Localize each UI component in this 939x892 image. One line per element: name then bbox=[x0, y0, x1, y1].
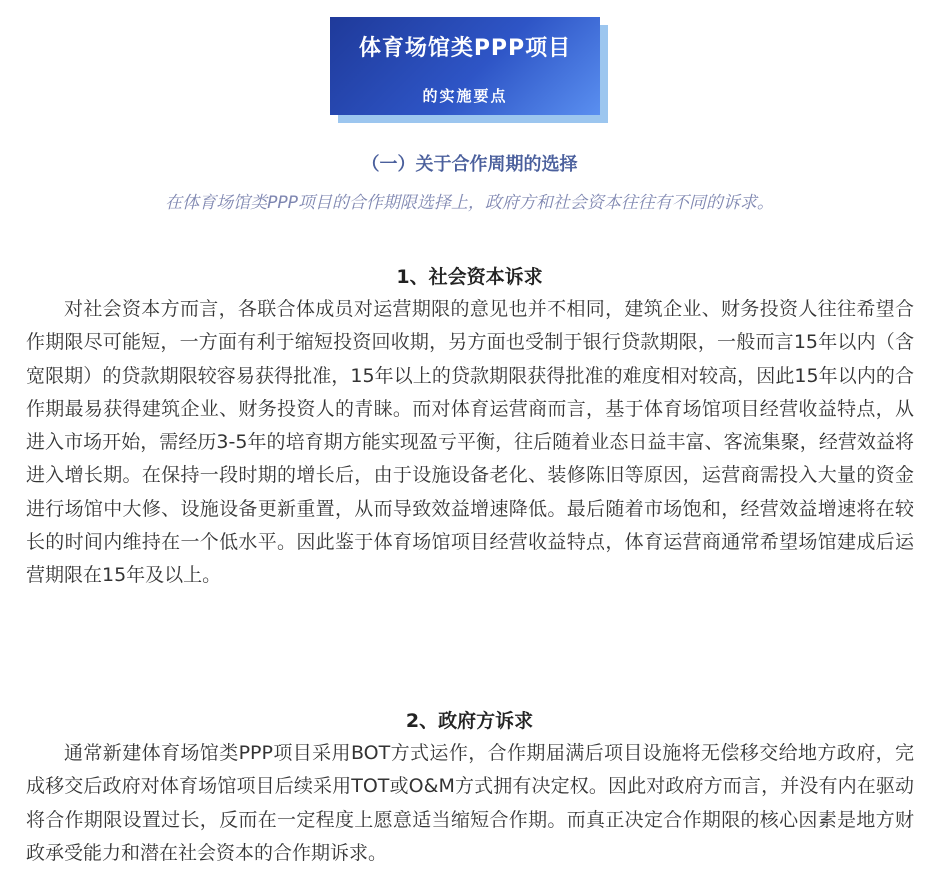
paragraph-social-capital: 对社会资本方而言，各联合体成员对运营期限的意见也并不相同，建筑企业、财务投资人往往希望合作期限尽可能短，一方面有利于缩短投资回收期，另方面也受制于银行贷款期限，一般而言15年以内（含宽限期）的贷款期限较容易获得批准，15年以上的贷款期限获得批准的难度相对较高，因此15年以内的合作期最易获得建筑企业、财务投资人的青睐。而对体育运营商而言，基于体育场馆项目经营收益特点，从进入市场开始，需经历3-5年的培育期方能实现盈亏平衡，往后随着业态日益丰富、客流集聚，经营效益将进入增长期。在保持一段时期的增长后，由于设施设备老化、装修陈旧等原因，运营商需投入大量的资金进行场馆中大修、设施设备更新重置，从而导致效益增速降低。最后随着市场饱和，经营效益增速将在较长的时间内维持在一个低水平。因此鉴于体育场馆项目经营收益特点，体育运营商通常希望场馆建成后运营期限在15年及以上。 bbox=[26, 298, 914, 587]
heading-social-capital: 1、社会资本诉求 bbox=[396, 266, 543, 288]
title-banner-box bbox=[330, 17, 600, 115]
banner-subtitle: 的实施要点 bbox=[422, 87, 508, 105]
section-title: （一）关于合作周期的选择 bbox=[361, 154, 578, 175]
title-banner bbox=[330, 17, 608, 123]
banner-title: 体育场馆类PPP项目 bbox=[358, 36, 572, 61]
paragraph-government: 通常新建体育场馆类PPP项目采用BOT方式运作，合作期届满后项目设施将无偿移交给地方政府，完成移交后政府对体育场馆项目后续采用TOT或O&M方式拥有决定权。因此对政府方而言，并没有内在驱动将合作期限设置过长，反而在一定程度上愿意适当缩短合作期。而真正决定合作期限的核心因素是地方财政承受能力和潜在社会资本的合作期诉求。 bbox=[26, 742, 914, 864]
heading-government: 2、政府方诉求 bbox=[405, 710, 534, 732]
section-intro: 在体育场馆类PPP项目的合作期限选择上，政府方和社会资本往往有不同的诉求。 bbox=[165, 193, 774, 213]
